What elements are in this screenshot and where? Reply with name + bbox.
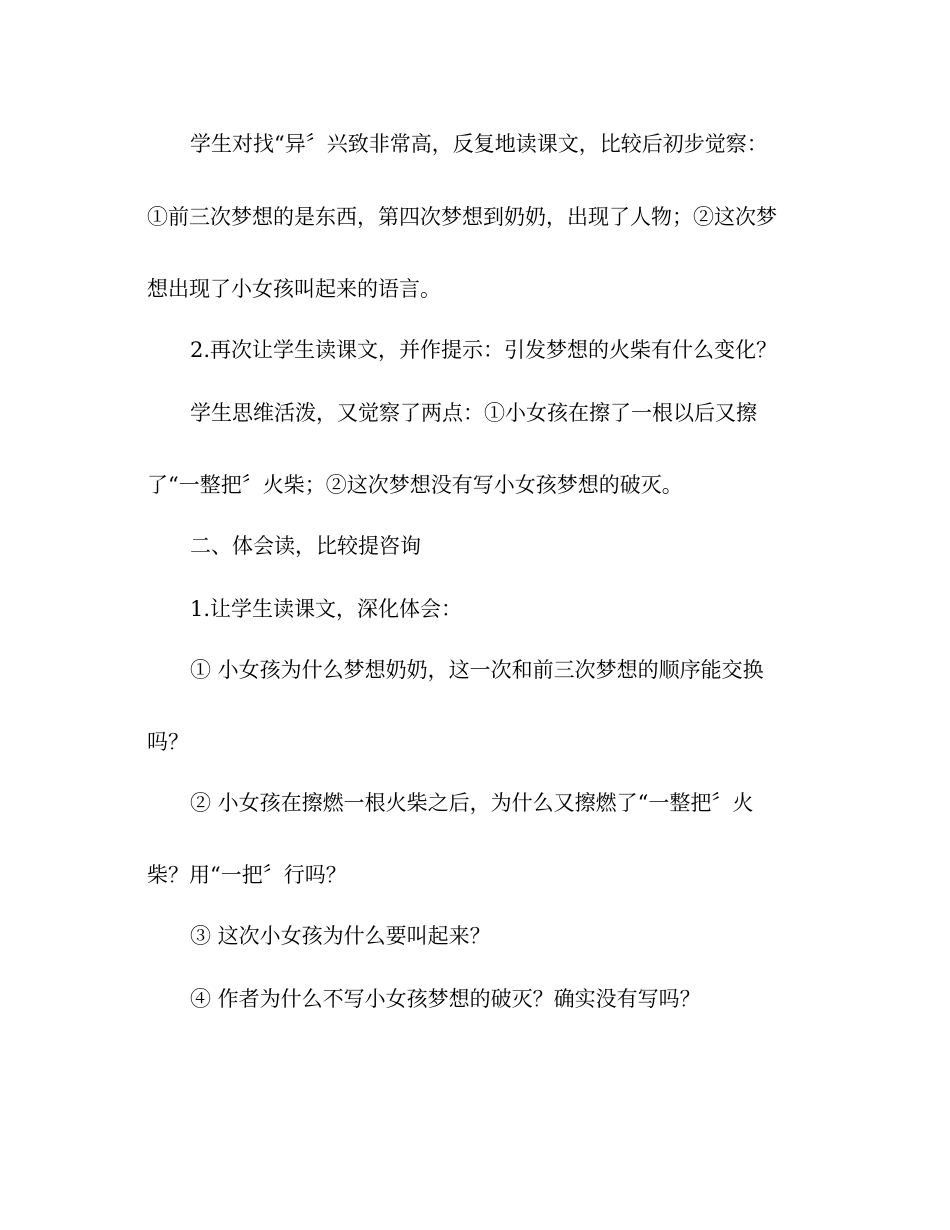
paragraph-line: 学生思维活泼，又觉察了两点：①小女孩在擦了一根以后又擦 xyxy=(190,401,757,425)
paragraph-line: 1.让学生读课文，深化体会： xyxy=(190,597,463,621)
section-heading: 二、体会读，比较提咨询 xyxy=(190,534,421,558)
paragraph-line: ①前三次梦想的是东西，第四次梦想到奶奶，出现了人物；②这次梦 xyxy=(147,205,777,229)
paragraph-line: 了“一整把〞火柴；②这次梦想没有写小女孩梦想的破灭。 xyxy=(147,473,683,497)
question-line: ③ 这次小女孩为什么要叫起来？ xyxy=(190,924,491,948)
question-line: ① 小女孩为什么梦想奶奶，这一次和前三次梦想的顺序能交换 xyxy=(190,658,764,682)
paragraph-line: 2.再次让学生读课文，并作提示：引发梦想的火柴有什么变化？ xyxy=(190,338,778,362)
question-line: ② 小女孩在擦燃一根火柴之后，为什么又擦燃了“一整把〞火 xyxy=(190,791,754,815)
paragraph-line: 学生对找“异〞兴致非常高，反复地读课文，比较后初步觉察： xyxy=(190,132,768,156)
question-line: ④ 作者为什么不写小女孩梦想的破灭？确实没有写吗？ xyxy=(190,987,701,1011)
paragraph-line: 想出现了小女孩叫起来的语言。 xyxy=(147,277,441,301)
question-line: 吗？ xyxy=(147,730,189,754)
question-line: 柴？用“一把〞行吗？ xyxy=(147,863,347,887)
